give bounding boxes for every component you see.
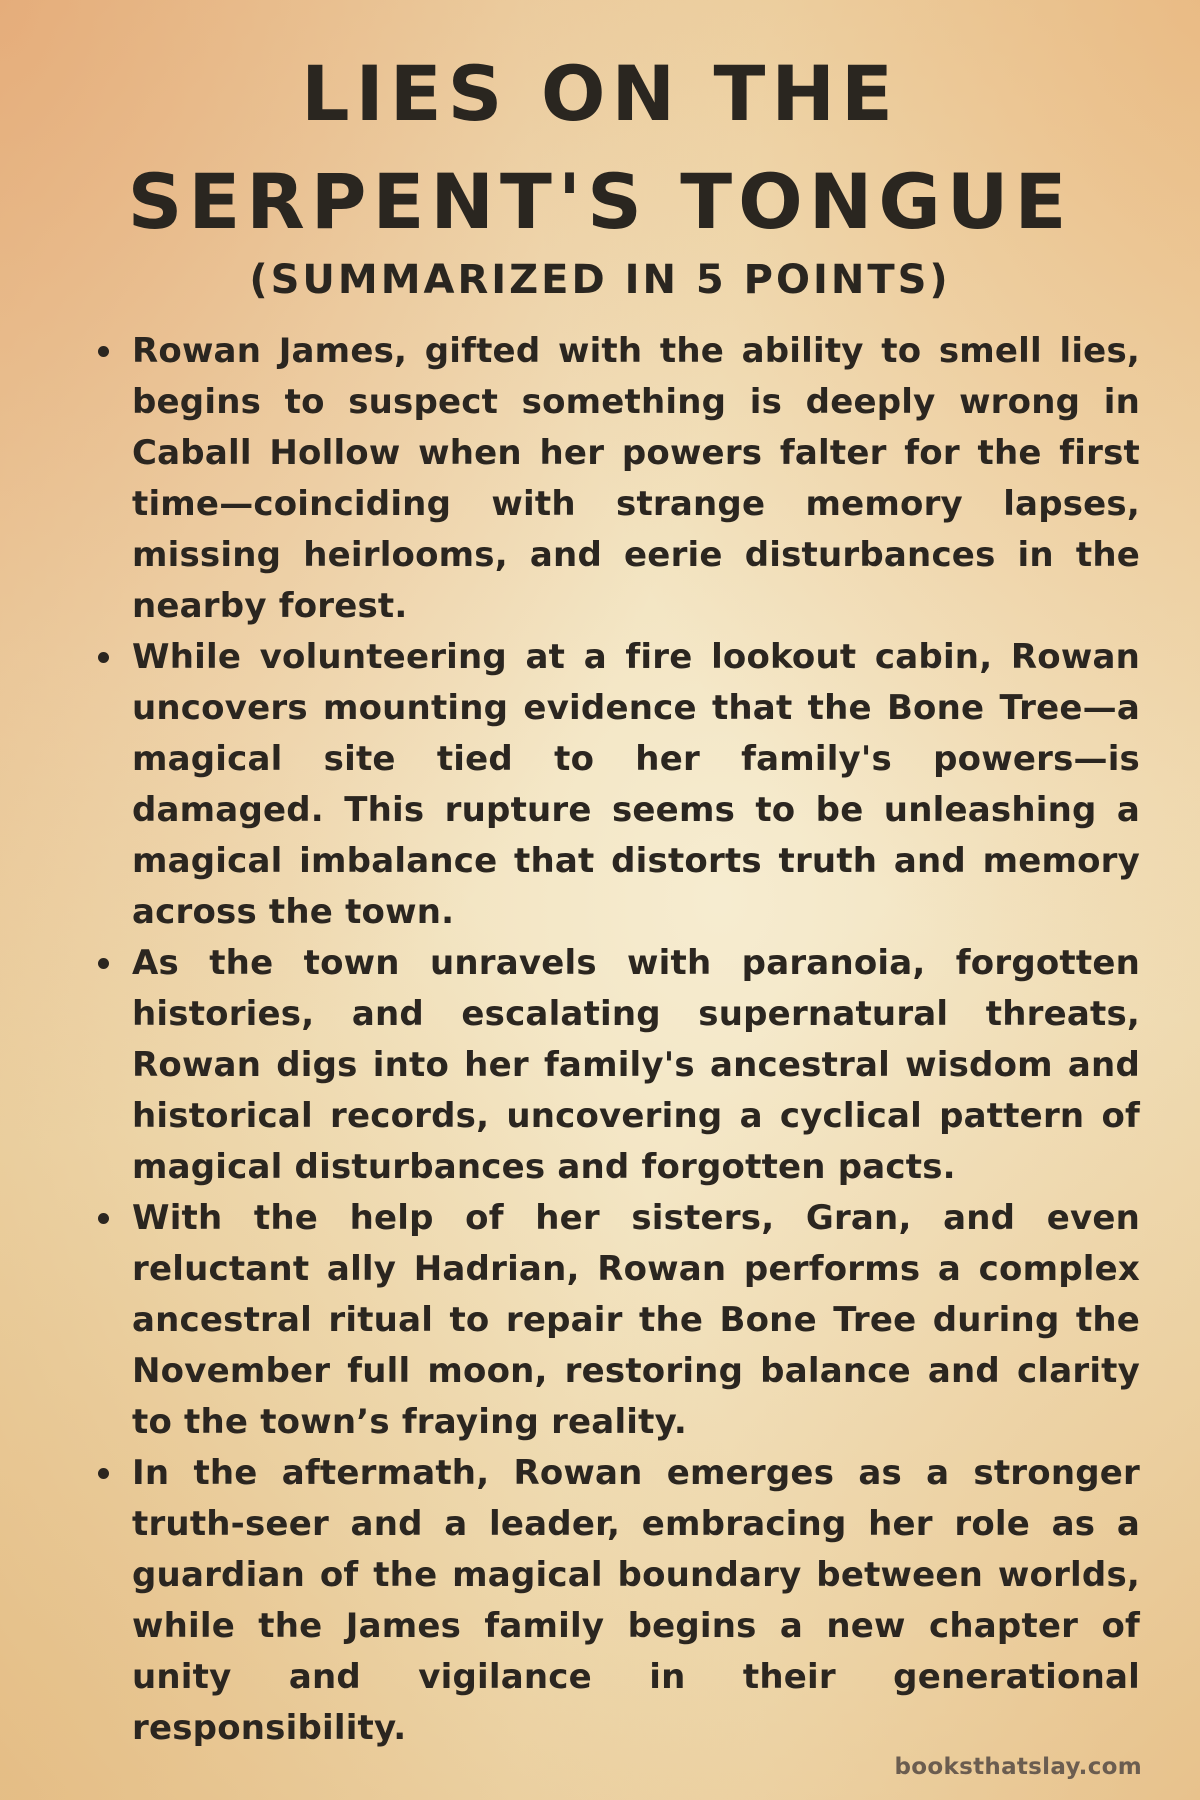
summary-point-text: While volunteering at a fire lookout cabin, Rowan uncovers mounting evidence that the Bone Tree—a magical site tied to her family's powers—is damaged. This rupture seems to be unleashing a magical imbalance that distorts truth and memory across the town. — [132, 637, 1140, 932]
summary-point — [96, 1448, 1140, 1754]
summary-point-text: In the aftermath, Rowan emerges as a stronger truth-seer and a leader, embracing her role as a guardian of the magical boundary between worlds, while the James family begins a new chapter of unity and vigilance in their generational responsibility. — [132, 1453, 1140, 1748]
summary-point — [96, 938, 1140, 1193]
bullet-icon — [98, 652, 109, 663]
page-title — [0, 40, 1200, 256]
summary-point-text: With the help of her sisters, Gran, and even reluctant ally Hadrian, Rowan performs a complex ancestral ritual to repair the Bone Tree during the November full moon, restoring balance and clarity to the town’s fraying reality. — [132, 1198, 1140, 1442]
bullet-icon — [98, 1213, 109, 1224]
bullet-icon — [98, 958, 109, 969]
title-line-2: SERPENT'S TONGUE — [127, 157, 1073, 246]
summary-point-text: Rowan James, gifted with the ability to smell lies, begins to suspect something is deeply wrong in Caball Hollow when her powers falter for the first time—coinciding with strange memory lapses, missing heirlooms, and eerie disturbances in the nearby forest. — [132, 331, 1140, 626]
summary-point — [96, 632, 1140, 938]
page-subtitle: (SUMMARIZED IN 5 POINTS) — [249, 257, 951, 303]
site-credit: booksthatslay.com — [894, 1754, 1142, 1780]
bullet-icon — [98, 1468, 109, 1479]
summary-point — [96, 326, 1140, 632]
summary-point — [96, 1193, 1140, 1448]
title-line-1: LIES ON THE — [301, 49, 899, 138]
bullet-icon — [98, 346, 109, 357]
summary-point-text: As the town unravels with paranoia, forgotten histories, and escalating supernatural threats, Rowan digs into her family's ancestral wisdom and historical records, uncovering a cyclical pattern of magical disturbances and forgotten pacts. — [132, 943, 1140, 1187]
summary-point-list — [96, 326, 1140, 1754]
